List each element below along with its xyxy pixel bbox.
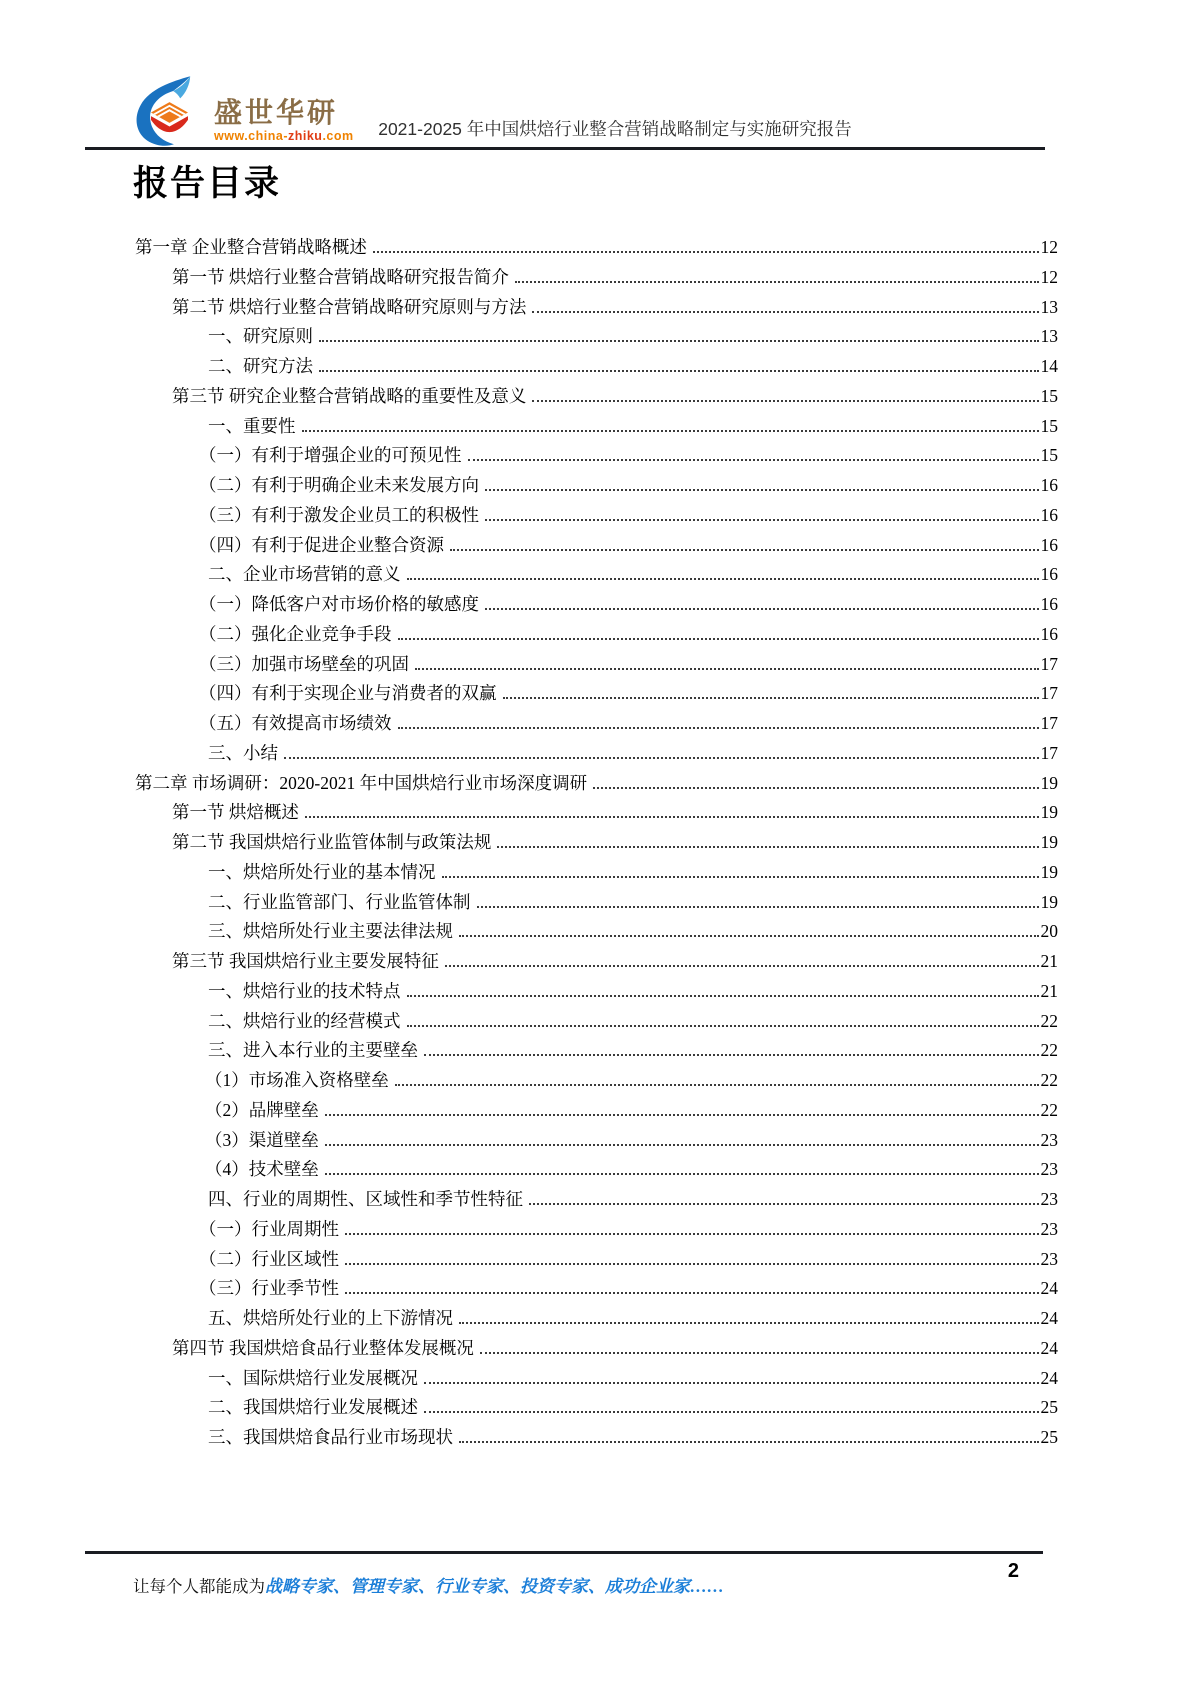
dot-leader: [442, 876, 1039, 878]
toc-entry-page: 22: [1040, 1070, 1058, 1090]
toc-entry[interactable]: [135, 829, 1058, 859]
toc-entry-page: 13: [1040, 326, 1058, 347]
toc-entry-page: 22: [1040, 1040, 1058, 1061]
toc-entry[interactable]: [135, 918, 1058, 948]
toc-entry-page: 12: [1040, 266, 1058, 287]
toc-entry[interactable]: [135, 948, 1058, 978]
dot-leader: [424, 1382, 1039, 1384]
toc-entry[interactable]: [135, 1127, 1058, 1157]
toc-entry-page: 24: [1040, 1308, 1058, 1328]
toc-entry-title: 第三节 研究企业整合营销战略的重要性及意义: [172, 385, 527, 406]
toc-entry-title: 第三节 我国烘焙行业主要发展特征: [172, 951, 439, 971]
dot-leader: [395, 1084, 1039, 1086]
dot-leader: [450, 549, 1039, 551]
toc-entry-title: （一）有利于增强企业的可预见性: [199, 445, 462, 466]
toc-entry[interactable]: [135, 978, 1058, 1008]
toc-entry-page: 17: [1040, 683, 1058, 704]
brand-url-suffix: .com: [322, 129, 354, 143]
dot-leader: [345, 1292, 1039, 1294]
dot-leader: [503, 697, 1039, 699]
dot-leader: [529, 1203, 1039, 1205]
dot-leader: [459, 1441, 1039, 1443]
toc-entry-page: 15: [1040, 415, 1058, 436]
toc-entry-title: 二、企业市场营销的意义: [208, 564, 401, 585]
dot-leader: [424, 1054, 1039, 1056]
toc-entry[interactable]: [135, 502, 1058, 532]
toc-entry-page: 13: [1040, 296, 1058, 317]
toc-entry[interactable]: [135, 1275, 1058, 1305]
page-header: [85, 76, 1045, 150]
brand-url-highlight: zhiku: [288, 129, 323, 143]
toc-entry-title: （三）有利于激发企业员工的积极性: [199, 504, 479, 525]
dot-leader: [398, 727, 1039, 729]
toc-entry-page: 25: [1040, 1427, 1058, 1447]
toc-entry-title: （三）加强市场壁垒的巩固: [199, 653, 409, 674]
dot-leader: [345, 1233, 1039, 1235]
toc-entry[interactable]: [135, 442, 1058, 472]
toc-entry[interactable]: [135, 1156, 1058, 1186]
toc-entry-page: 23: [1040, 1159, 1058, 1180]
footer-divider: [85, 1551, 1043, 1554]
toc-entry-title: 第二节 烘焙行业整合营销战略研究原则与方法: [172, 296, 527, 317]
toc-entry[interactable]: [135, 1216, 1058, 1246]
toc-entry[interactable]: [135, 591, 1058, 621]
toc-entry[interactable]: [135, 740, 1058, 770]
toc-entry-page: 20: [1040, 921, 1058, 942]
toc-entry-page: 22: [1040, 1099, 1058, 1120]
toc-entry[interactable]: [135, 353, 1058, 383]
dot-leader: [532, 400, 1038, 402]
page-title: 报告目录: [133, 164, 282, 203]
toc-entry-page: 23: [1040, 1218, 1058, 1239]
toc-entry-title: 五、烘焙所处行业的上下游情况: [208, 1308, 453, 1328]
toc-entry-page: 14: [1040, 356, 1058, 376]
toc-entry-title: 二、烘焙行业的经营模式: [208, 1010, 401, 1031]
toc-entry-page: 24: [1040, 1337, 1058, 1358]
toc-entry-page: 16: [1040, 594, 1058, 614]
toc-entry[interactable]: [135, 1067, 1058, 1097]
toc-entry-page: 23: [1040, 1248, 1058, 1269]
dot-leader: [319, 370, 1039, 372]
toc-entry[interactable]: [135, 1335, 1058, 1365]
toc-entry[interactable]: [135, 799, 1058, 829]
dot-leader: [485, 608, 1039, 610]
toc-entry-page: 22: [1040, 1010, 1058, 1031]
toc-entry[interactable]: [135, 621, 1058, 651]
toc-entry-page: 12: [1040, 237, 1058, 257]
toc-entry-title: 二、研究方法: [208, 356, 313, 376]
toc-entry-title: 第一章 企业整合营销战略概述: [135, 237, 367, 257]
dot-leader: [445, 965, 1039, 967]
toc-entry-page: 21: [1040, 980, 1058, 1001]
toc-entry-title: 二、我国烘焙行业发展概述: [208, 1397, 418, 1418]
toc-entry-title: 一、重要性: [208, 415, 296, 436]
toc-entry-title: 第一节 烘焙行业整合营销战略研究报告简介: [172, 266, 509, 287]
toc-entry-page: 19: [1040, 832, 1058, 852]
toc-entry-title: 二、行业监管部门、行业监管体制: [208, 891, 471, 912]
toc-entry-page: 19: [1040, 891, 1058, 912]
toc-entry[interactable]: [135, 680, 1058, 710]
footer-slogan: [133, 1572, 724, 1597]
toc-entry-title: （3）渠道壁垒: [205, 1129, 319, 1150]
toc-entry-title: （2）品牌壁垒: [205, 1099, 319, 1120]
dot-leader: [325, 1144, 1039, 1146]
toc-entry[interactable]: [135, 1365, 1058, 1395]
dot-leader: [407, 995, 1039, 997]
toc-entry[interactable]: [135, 1394, 1058, 1424]
toc-entry[interactable]: [135, 1008, 1058, 1038]
toc-entry-title: （二）有利于明确企业未来发展方向: [199, 475, 479, 495]
toc-entry-title: （1）市场准入资格壁垒: [205, 1070, 389, 1090]
toc-entry-title: （二）行业区域性: [199, 1248, 339, 1269]
toc-entry-title: 三、进入本行业的主要壁垒: [208, 1040, 418, 1061]
toc-entry[interactable]: [135, 710, 1058, 740]
toc-entry[interactable]: [135, 889, 1058, 919]
dot-leader: [497, 846, 1038, 848]
toc-entry-title: （二）强化企业竞争手段: [199, 623, 392, 644]
toc-entry-page: 23: [1040, 1189, 1058, 1209]
dot-leader: [302, 430, 1039, 432]
toc-entry[interactable]: [135, 234, 1058, 264]
dot-leader: [345, 1263, 1039, 1265]
toc-entry-page: 19: [1040, 772, 1058, 793]
dot-leader: [477, 906, 1039, 908]
toc-entry-title: 一、烘焙行业的技术特点: [208, 980, 401, 1001]
table-of-contents: [135, 234, 1058, 1454]
dot-leader: [485, 489, 1039, 491]
toc-entry[interactable]: [135, 1246, 1058, 1276]
toc-entry-title: 三、小结: [208, 742, 278, 763]
toc-entry-page: 15: [1040, 385, 1058, 406]
toc-entry-page: 19: [1040, 802, 1058, 823]
dot-leader: [515, 281, 1039, 283]
toc-entry[interactable]: [135, 1097, 1058, 1127]
dot-leader: [305, 816, 1039, 818]
page-number: 2: [1007, 1560, 1019, 1582]
dot-leader: [468, 459, 1039, 461]
toc-entry[interactable]: [135, 1305, 1058, 1335]
toc-entry-title: 第四节 我国烘焙食品行业整体发展概况: [172, 1337, 474, 1358]
dot-leader: [459, 1322, 1039, 1324]
dot-leader: [532, 311, 1038, 313]
dot-leader: [593, 787, 1038, 789]
report-title: 2021-2025 年中国烘焙行业整合营销战略制定与实施研究报告: [378, 119, 852, 139]
dot-leader: [398, 638, 1039, 640]
dot-leader: [319, 340, 1039, 342]
toc-entry[interactable]: [135, 1424, 1058, 1454]
dot-leader: [459, 935, 1039, 937]
toc-entry-title: （四）有利于实现企业与消费者的双赢: [199, 683, 497, 704]
dot-leader: [415, 668, 1039, 670]
toc-entry[interactable]: [135, 561, 1058, 591]
dot-leader: [373, 251, 1039, 253]
toc-entry-page: 16: [1040, 534, 1058, 555]
toc-entry[interactable]: [135, 1186, 1058, 1216]
toc-entry-page: 17: [1040, 653, 1058, 674]
toc-entry-page: 17: [1040, 713, 1058, 733]
dot-leader: [407, 578, 1039, 580]
toc-entry[interactable]: [135, 770, 1058, 800]
toc-entry-page: 17: [1040, 742, 1058, 763]
toc-entry-page: 16: [1040, 475, 1058, 495]
toc-entry-title: （三）行业季节性: [199, 1278, 339, 1299]
toc-entry-page: 15: [1040, 445, 1058, 466]
toc-entry-title: 一、研究原则: [208, 326, 313, 347]
toc-entry-title: （4）技术壁垒: [205, 1159, 319, 1180]
toc-entry-title: 一、国际烘焙行业发展概况: [208, 1367, 418, 1388]
toc-entry-page: 16: [1040, 504, 1058, 525]
toc-entry-title: （五）有效提高市场绩效: [199, 713, 392, 733]
toc-entry-page: 16: [1040, 564, 1058, 585]
dot-leader: [485, 519, 1039, 521]
toc-entry-title: 四、行业的周期性、区域性和季节性特征: [208, 1189, 523, 1209]
toc-entry[interactable]: [135, 859, 1058, 889]
dot-leader: [325, 1173, 1039, 1175]
toc-entry-page: 19: [1040, 861, 1058, 882]
toc-entry-page: 23: [1040, 1129, 1058, 1150]
toc-entry-title: 三、烘焙所处行业主要法律法规: [208, 921, 453, 942]
dot-leader: [407, 1025, 1039, 1027]
dot-leader: [284, 757, 1039, 759]
toc-entry-title: 一、烘焙所处行业的基本情况: [208, 861, 436, 882]
toc-entry-title: 第二节 我国烘焙行业监管体制与政策法规: [172, 832, 492, 852]
toc-entry-title: （一）降低客户对市场价格的敏感度: [199, 594, 479, 614]
toc-entry[interactable]: [135, 323, 1058, 353]
toc-entry-page: 24: [1040, 1278, 1058, 1299]
toc-entry-title: （四）有利于促进企业整合资源: [199, 534, 444, 555]
toc-entry[interactable]: [135, 294, 1058, 324]
dot-leader: [325, 1114, 1039, 1116]
dot-leader: [424, 1411, 1039, 1413]
toc-entry-title: 三、我国烘焙食品行业市场现状: [208, 1427, 453, 1447]
toc-entry-page: 24: [1040, 1367, 1058, 1388]
toc-entry-title: 第一节 烘焙概述: [172, 802, 299, 823]
footer-slogan-highlight: 战略专家、管理专家、行业专家、投资专家、成功企业家……: [265, 1577, 724, 1596]
dot-leader: [480, 1352, 1039, 1354]
toc-entry-title: （一）行业周期性: [199, 1218, 339, 1239]
brand-url-prefix: www.china-: [214, 129, 288, 143]
toc-entry[interactable]: [135, 532, 1058, 562]
toc-entry[interactable]: [135, 472, 1058, 502]
toc-entry-title: 第二章 市场调研：2020-2021 年中国烘焙行业市场深度调研: [135, 772, 588, 793]
footer-slogan-prefix: 让每个人都能成为: [133, 1577, 265, 1596]
brand-name: 盛世华研: [214, 97, 339, 128]
toc-entry-page: 25: [1040, 1397, 1058, 1418]
toc-entry-page: 21: [1040, 951, 1058, 971]
toc-entry[interactable]: [135, 413, 1058, 443]
toc-entry[interactable]: [135, 1037, 1058, 1067]
toc-entry[interactable]: [135, 651, 1058, 681]
toc-entry-page: 16: [1040, 623, 1058, 644]
toc-entry[interactable]: [135, 383, 1058, 413]
toc-entry[interactable]: [135, 264, 1058, 294]
